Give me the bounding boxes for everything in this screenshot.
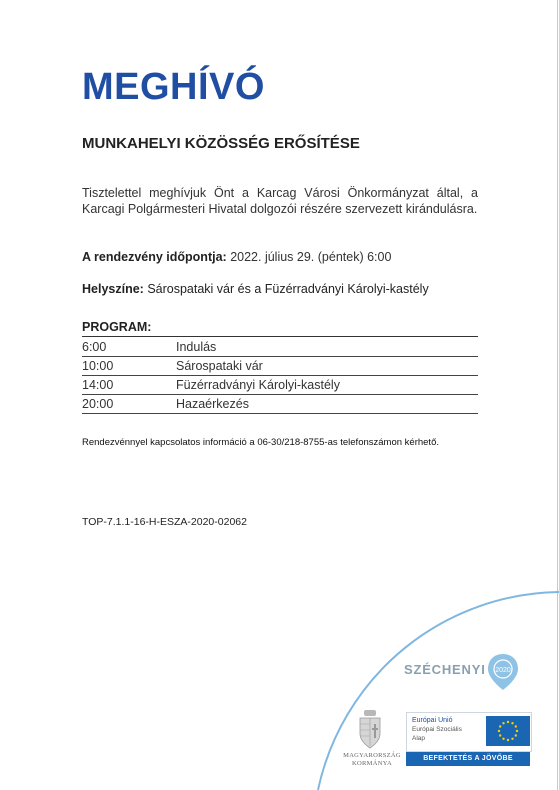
szechenyi-year: 2020 <box>495 667 511 674</box>
szechenyi-logo-text: SZÉCHENYI <box>404 662 486 677</box>
eu-logo-text <box>412 716 462 743</box>
program-item: Indulás <box>176 338 478 357</box>
project-code: TOP-7.1.1-16-H-ESZA-2020-02062 <box>82 516 247 528</box>
page-title: MEGHÍVÓ <box>82 66 265 108</box>
event-place-value: Sárospataki vár és a Füzérradványi Károlyi-kastély <box>147 282 429 296</box>
program-heading: PROGRAM: <box>82 320 152 334</box>
gov-line-1: MAGYARORSZÁG <box>343 752 401 759</box>
program-item: Hazaérkezés <box>176 395 478 414</box>
program-time: 14:00 <box>82 376 176 395</box>
eu-flag-icon <box>486 716 530 746</box>
szechenyi-pin-icon <box>486 652 520 692</box>
government-name <box>340 752 404 768</box>
program-time: 6:00 <box>82 338 176 357</box>
gov-line-2: KORMÁNYA <box>352 760 392 767</box>
event-time-value: 2022. július 29. (péntek) 6:00 <box>230 250 392 264</box>
program-time: 10:00 <box>82 357 176 376</box>
program-item: Füzérradványi Károlyi-kastély <box>176 376 478 395</box>
eu-slogan-banner: BEFEKTETÉS A JÖVŐBE <box>406 752 530 766</box>
hungarian-crest-icon <box>356 708 384 750</box>
event-place-label: Helyszíne: <box>82 282 144 296</box>
program-time: 20:00 <box>82 395 176 414</box>
contact-note: Rendezvénnyel kapcsolatos információ a 06-30/218-8755-as telefonszámon kérhető. <box>82 437 439 448</box>
intro-paragraph: Tisztelettel meghívjuk Önt a Karcag Városi Önkormányzat által, a Karcagi Polgármesteri Hivatal dolgozói részére szervezett kirándulásra. <box>82 186 478 216</box>
page-subtitle: MUNKAHELYI KÖZÖSSÉG ERŐSÍTÉSE <box>82 135 360 152</box>
event-time-label: A rendezvény időpontja: <box>82 250 227 264</box>
eu-line-1: Európai Unió <box>412 717 453 724</box>
eu-line-3: Alap <box>412 735 426 742</box>
eu-line-2: Európai Szociális <box>412 726 462 733</box>
program-item: Sárospataki vár <box>176 357 478 376</box>
